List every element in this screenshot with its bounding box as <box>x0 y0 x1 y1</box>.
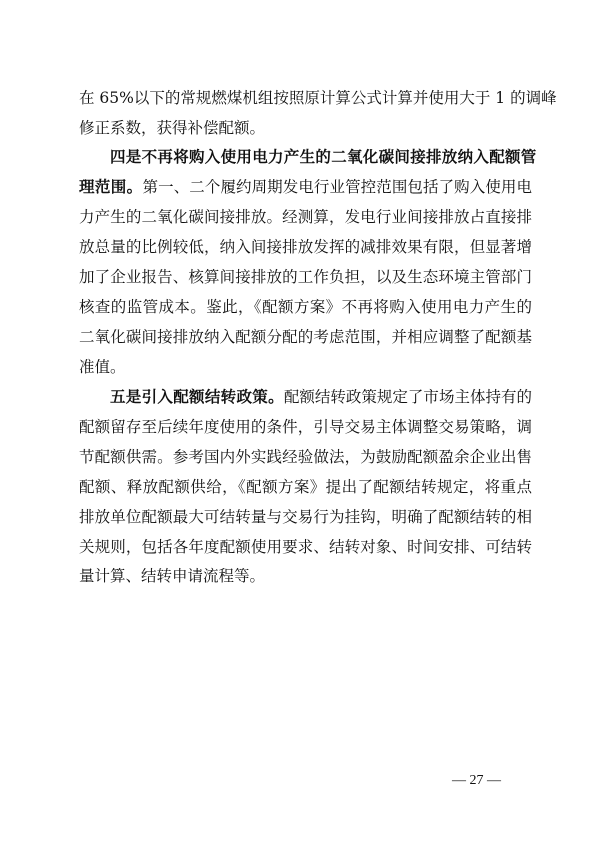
text-line-15: 排放单位配额最大可结转量与交易行为挂钩，明确了配额结转的相 <box>79 508 532 526</box>
text-line-17: 量计算、结转申请流程等。 <box>79 567 266 585</box>
text-line-9: 二氧化碳间接排放纳入配额分配的考虑范围，并相应调整了配额基 <box>79 328 532 346</box>
page-number: — 27 — <box>452 773 501 788</box>
text-line-12: 配额留存至后续年度使用的条件，引导交易主体调整交易策略，调 <box>79 418 532 436</box>
text-line-6: 放总量的比例较低，纳入间接排放发挥的减排效果有限，但显著增 <box>79 238 532 256</box>
text-line-2: 修正系数，获得补偿配额。 <box>79 119 266 137</box>
text-line-14: 配额、释放配额供给，《配额方案》提出了配额结转规定，将重点 <box>79 478 532 496</box>
text-line-8: 核查的监管成本。鉴此，《配额方案》不再将购入使用电力产生的 <box>79 298 532 316</box>
paragraph-5-first-line: 五是引入配额结转政策。配额结转政策规定了市场主体持有的 <box>110 387 532 406</box>
text-line-13: 节配额供需。参考国内外实践经验做法，为鼓励配额盈余企业出售 <box>79 448 532 466</box>
text-line-5: 力产生的二氧化碳间接排放。经测算，发电行业间接排放占直接排 <box>79 208 532 226</box>
paragraph-5-heading: 五是引入配额结转政策。 <box>110 387 284 406</box>
text-line-4: 理范围。第一、二个履约周期发电行业管控范围包括了购入使用电 <box>79 177 532 196</box>
text-line-1: 在 65%以下的常规燃煤机组按照原计算公式计算并使用大于 1 的调峰 <box>79 89 557 107</box>
text-line-10: 准值。 <box>79 358 126 376</box>
text-line-16: 关规则，包括各年度配额使用要求、结转对象、时间安排、可结转 <box>79 538 532 556</box>
paragraph-4-heading-line <box>110 147 537 167</box>
text-line-7: 加了企业报告、核算间接排放的工作负担，以及生态环境主管部门 <box>79 268 532 286</box>
paragraph-4-heading-end: 理范围。 <box>79 177 143 196</box>
paragraph-4-heading: 四是不再将购入使用电力产生的二氧化碳间接排放纳入配额管 <box>110 147 537 166</box>
